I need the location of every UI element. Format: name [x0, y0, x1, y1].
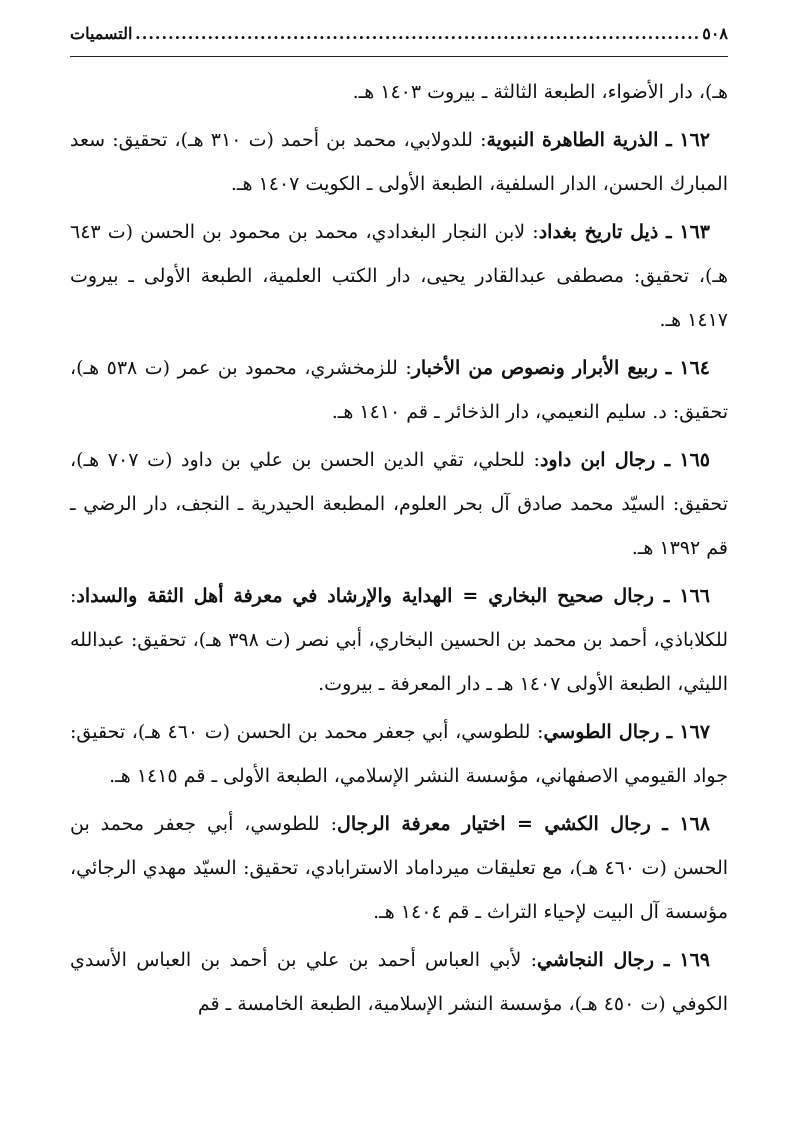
- entry-number: ١٦٧ ـ: [659, 721, 710, 743]
- entry-number: ١٦٨ ـ: [650, 813, 711, 835]
- bibliography-entry: [70, 438, 728, 570]
- entry-title: ذيل تاريخ بغداد: [538, 221, 659, 243]
- bibliography-entry: [70, 210, 728, 342]
- entry-text: : للطوسي، أبي جعفر محمد بن الحسن (ت ٤٦٠ هـ)، مع تعليقات ميرداماد الاسترابادي، تحقيق: السيّد مهدي الرجائي، مؤسسة آل البيت لإحياء التراث ـ قم ١٤٠٤ هـ.: [70, 813, 729, 923]
- entry-number: ١٦٣ ـ: [658, 221, 710, 243]
- bibliography-entry: [70, 938, 728, 1026]
- bibliography-entry: [70, 346, 728, 434]
- page-number: ٥٠٨: [702, 24, 728, 43]
- entry-text: : لابن النجار البغدادي، محمد بن محمود بن الحسن (ت ٦٤٣ هـ)، تحقيق: مصطفى عبدالقادر يحيى، دار الكتب العلمية، الطبعة الأولى ـ بيروت ١٤١٧ هـ.: [70, 221, 729, 331]
- entry-title: رجال الكشي = اختيار معرفة الرجال: [337, 813, 651, 835]
- bibliography-entry: [70, 118, 728, 206]
- entry-number: ١٦٦ ـ: [653, 585, 711, 607]
- leader-dots: [134, 24, 700, 43]
- entry-number: ١٦٩ ـ: [654, 949, 711, 971]
- entry-title: رجال النجاشي: [537, 949, 655, 971]
- entry-title: ربيع الأبرار ونصوص من الأخبار: [411, 357, 658, 379]
- entry-text: : للحلي، تقي الدين الحسن بن علي بن داود (ت ٧٠٧ هـ)، تحقيق: السيّد محمد صادق آل بحر العلوم، المطبعة الحيدرية ـ النجف، دار الرضي ـ قم ١٣٩٢ هـ.: [70, 449, 728, 559]
- entry-title: رجال ابن داود: [539, 449, 656, 471]
- bibliography-body: [70, 70, 728, 1030]
- entry-title: رجال الطوسي: [543, 721, 660, 743]
- running-header: [70, 24, 728, 43]
- entry-number: ١٦٤ ـ: [657, 357, 710, 379]
- entry-title: رجال صحيح البخاري = الهداية والإرشاد في معرفة أهل الثقة والسداد: [76, 585, 654, 607]
- entry-text: : للدولابي، محمد بن أحمد (ت ٣١٠ هـ)، تحقيق: سعد المبارك الحسن، الدار السلفية، الطبعة الأولى ـ الكويت ١٤٠٧ هـ.: [70, 129, 728, 195]
- bibliography-entry: [70, 802, 728, 934]
- entry-text: : لأبي العباس أحمد بن علي بن أحمد بن العباس الأسدي الكوفي (ت ٤٥٠ هـ)، مؤسسة النشر الإسلامية، الطبعة الخامسة ـ قم: [70, 949, 728, 1015]
- entry-text: : للزمخشري، محمود بن عمر (ت ٥٣٨ هـ)، تحقيق: د. سليم النعيمي، دار الذخائر ـ قم ١٤١٠ هـ.: [70, 357, 728, 423]
- bibliography-entry: [70, 710, 728, 798]
- entry-title: الذرية الطاهرة النبوية: [486, 129, 659, 151]
- entry-text: : للكلاباذي، أحمد بن محمد بن الحسين البخاري، أبي نصر (ت ٣٩٨ هـ)، تحقيق: عبدالله الليثي، الطبعة الأولى ١٤٠٧ هـ ـ دار المعرفة ـ بيروت.: [70, 585, 728, 695]
- running-title: التسميات: [70, 24, 133, 43]
- continuation-paragraph: هـ)، دار الأضواء، الطبعة الثالثة ـ بيروت ١٤٠٣ هـ.: [352, 81, 728, 103]
- bibliography-entry: [70, 574, 728, 706]
- entry-text: : للطوسي، أبي جعفر محمد بن الحسن (ت ٤٦٠ هـ)، تحقيق: جواد القيومي الاصفهاني، مؤسسة النشر الإسلامي، الطبعة الأولى ـ قم ١٤١٥ هـ.: [70, 721, 728, 787]
- entry-number: ١٦٥ ـ: [655, 449, 710, 471]
- header-rule: [70, 56, 728, 57]
- entry-number: ١٦٢ ـ: [658, 129, 711, 151]
